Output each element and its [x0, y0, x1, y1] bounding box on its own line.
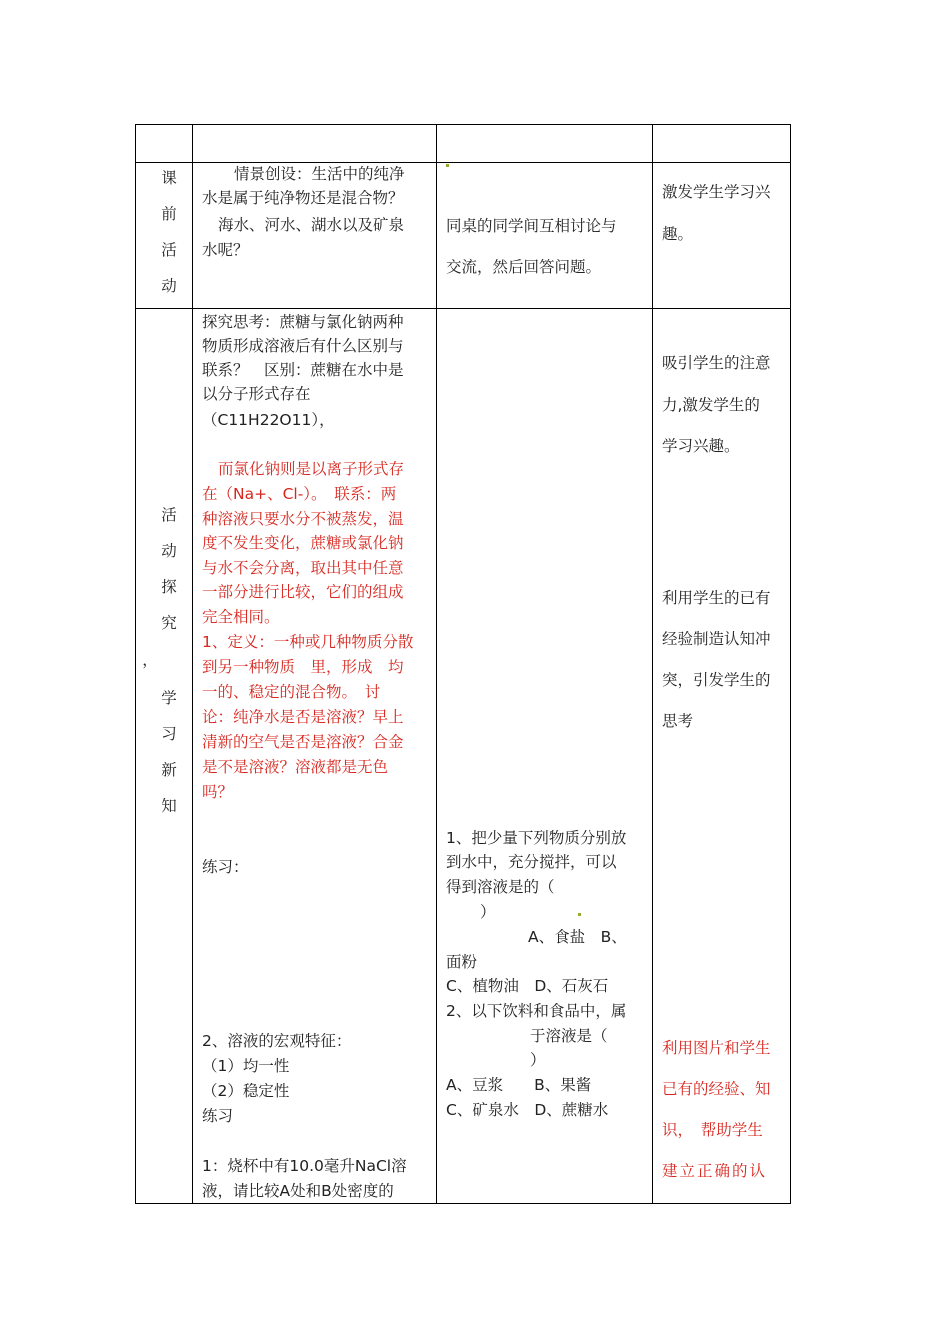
row-label-char: 前 — [161, 205, 177, 223]
text-line: 度不发生变化，蔗糖或氯化钠 — [202, 534, 404, 552]
text-line: ） — [480, 903, 496, 921]
text-line: 清新的空气是否是溶液？合金 — [202, 733, 404, 751]
text-line: 经验制造认知冲 — [662, 630, 771, 648]
row-label-char: 究 — [161, 614, 177, 632]
text-line: C、矿泉水 D、蔗糖水 — [446, 1101, 609, 1119]
text-line: 一的、稳定的混合物。 讨 — [202, 683, 381, 701]
table-border-top — [135, 124, 791, 125]
text-line: 突，引发学生的 — [662, 671, 771, 689]
text-line: 而氯化钠则是以离子形式存 — [218, 460, 405, 478]
text-line: 建立正确的认 — [662, 1162, 768, 1180]
text-line: 同桌的同学间互相讨论与 — [446, 217, 617, 235]
table-border-left — [135, 124, 136, 1204]
text-line: 利用图片和学生 — [662, 1039, 771, 1057]
text-line: A、食盐 B、 — [528, 928, 627, 946]
text-line: 论：纯净水是否是溶液？早上 — [202, 708, 404, 726]
text-line: 水呢？ — [202, 241, 249, 259]
text-line: （C11H22O11）， — [202, 411, 335, 429]
text-line: 2、以下饮料和食品中，属 — [446, 1002, 627, 1020]
text-line: 与水不会分离，取出其中任意 — [202, 559, 404, 577]
text-line: 力,激发学生的 — [662, 396, 760, 414]
text-line: 1、把少量下列物质分别放 — [446, 829, 627, 847]
row-label-char: 知 — [161, 797, 177, 815]
text-line: 趣。 — [662, 225, 694, 243]
text-line: A、豆浆 B、果酱 — [446, 1076, 592, 1094]
text-line: 面粉 — [446, 953, 478, 971]
text-line: 利用学生的已有 — [662, 589, 771, 607]
text-line: 已有的经验、知 — [662, 1080, 771, 1098]
text-line: 练习 — [202, 1107, 234, 1125]
text-line: 情景创设：生活中的纯净 — [234, 165, 405, 183]
text-line: 种溶液只要水分不被蒸发，温 — [202, 510, 404, 528]
stray-mark — [578, 913, 581, 916]
text-line: 海水、河水、湖水以及矿泉 — [218, 216, 405, 234]
text-line: 激发学生学习兴 — [662, 183, 771, 201]
table-row-divider-2 — [135, 308, 791, 309]
row-label-char: 动 — [161, 277, 177, 295]
row-label-char: 活 — [161, 241, 177, 259]
text-line: 到水中，充分搅拌，可以 — [446, 853, 617, 871]
table-col-divider-1 — [192, 124, 193, 1204]
text-line: 联系？ 区别：蔗糖在水中是 — [202, 361, 404, 379]
row-label-char: ， — [142, 651, 158, 669]
text-line: 学习兴趣。 — [662, 437, 740, 455]
table-col-divider-2 — [436, 124, 437, 1204]
text-line: （1）均一性 — [202, 1057, 290, 1075]
text-line: ） — [530, 1051, 546, 1069]
text-line: 2、溶液的宏观特征： — [202, 1032, 352, 1050]
text-line: 1：烧杯中有10.0毫升NaCl溶 — [202, 1157, 407, 1175]
text-line: C、植物油 D、石灰石 — [446, 977, 609, 995]
row-label-char: 学 — [161, 689, 177, 707]
row-label-char: 动 — [161, 542, 177, 560]
text-line: 得到溶液是的（ — [446, 878, 555, 896]
row-label-char: 新 — [161, 761, 177, 779]
stray-mark — [446, 164, 449, 167]
row-label-char: 习 — [161, 725, 177, 743]
text-line: 水是属于纯净物还是混合物？ — [202, 189, 404, 207]
text-line: 探究思考：蔗糖与氯化钠两种 — [202, 313, 404, 331]
text-line: 到另一种物质 里，形成 均 — [202, 658, 404, 676]
text-line: 吸引学生的注意 — [662, 354, 771, 372]
text-line: 是不是溶液？溶液都是无色 — [202, 758, 389, 776]
text-line: 识， 帮助学生 — [662, 1121, 763, 1139]
text-line: 一部分进行比较，它们的组成 — [202, 583, 404, 601]
text-line: 以分子形式存在 — [202, 385, 311, 403]
row-label-char: 课 — [161, 169, 177, 187]
text-line: 交流，然后回答问题。 — [446, 258, 602, 276]
text-line: 物质形成溶液后有什么区别与 — [202, 337, 404, 355]
table-col-divider-3 — [652, 124, 653, 1204]
text-line: 完全相同。 — [202, 608, 280, 626]
text-line: 思考 — [662, 712, 694, 730]
practice-label: 练习： — [202, 858, 249, 876]
row-label-char: 活 — [161, 506, 177, 524]
text-line: 1、定义：一种或几种物质分散 — [202, 633, 414, 651]
table-border-right — [790, 124, 791, 1204]
row-label-char: 探 — [161, 578, 177, 596]
text-line: （2）稳定性 — [202, 1082, 290, 1100]
text-line: 于溶液是（ — [530, 1027, 608, 1045]
text-line: 吗？ — [202, 783, 234, 801]
text-line: 在（Na+、Cl-）。 联系：两 — [202, 485, 397, 503]
text-line: 液，请比较A处和B处密度的 — [202, 1182, 394, 1200]
